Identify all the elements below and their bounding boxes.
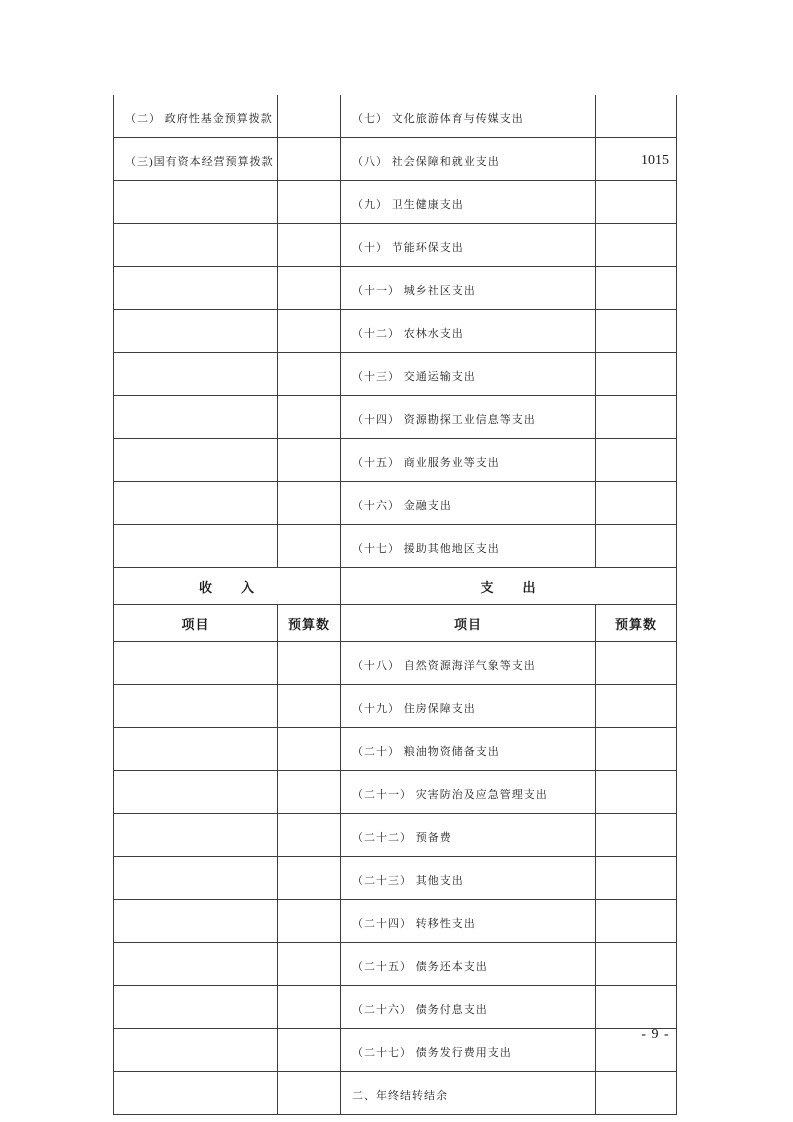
income-item-cell — [114, 439, 278, 482]
income-budget-cell — [278, 857, 341, 900]
income-item-cell — [114, 224, 278, 267]
table-row — [114, 728, 677, 771]
expense-budget-cell — [596, 1072, 677, 1115]
income-item-cell — [114, 181, 278, 224]
expense-budget-cell — [596, 181, 677, 224]
expense-budget-cell — [596, 642, 677, 685]
income-item-cell — [114, 642, 278, 685]
income-item-cell — [114, 310, 278, 353]
income-budget-cell — [278, 943, 341, 986]
income-item-cell — [114, 353, 278, 396]
expense-item-cell: （二十三） 其他支出 — [341, 857, 596, 900]
table-row — [114, 1029, 677, 1072]
expense-budget-cell: 1015 — [596, 138, 677, 181]
income-budget-cell — [278, 353, 341, 396]
income-item-header: 项目 — [114, 605, 278, 642]
table-row — [114, 267, 677, 310]
expense-item-cell: 二、年终结转结余 — [341, 1072, 596, 1115]
table-row — [114, 138, 677, 181]
expense-item-cell: （二十四） 转移性支出 — [341, 900, 596, 943]
income-item-cell — [114, 857, 278, 900]
income-item-cell — [114, 986, 278, 1029]
income-budget-cell — [278, 1072, 341, 1115]
table-row — [114, 900, 677, 943]
expense-budget-cell — [596, 310, 677, 353]
income-item-cell — [114, 267, 278, 310]
expense-item-cell: （十六） 金融支出 — [341, 482, 596, 525]
expense-budget-header: 预算数 — [596, 605, 677, 642]
income-budget-cell — [278, 396, 341, 439]
income-budget-cell — [278, 95, 341, 138]
income-item-cell — [114, 1029, 278, 1072]
income-item-cell — [114, 396, 278, 439]
income-item-cell — [114, 943, 278, 986]
income-expense-table — [113, 95, 677, 1115]
expense-item-cell: （十二） 农林水支出 — [341, 310, 596, 353]
expense-budget-cell — [596, 814, 677, 857]
table-row — [114, 814, 677, 857]
expense-budget-cell — [596, 439, 677, 482]
expense-item-cell: （十） 节能环保支出 — [341, 224, 596, 267]
table-row — [114, 181, 677, 224]
expense-budget-cell — [596, 95, 677, 138]
expense-item-cell: （二十七） 债务发行费用支出 — [341, 1029, 596, 1072]
column-header-row — [114, 605, 677, 642]
expense-budget-cell — [596, 396, 677, 439]
table-row — [114, 353, 677, 396]
expense-item-cell: （八） 社会保障和就业支出 — [341, 138, 596, 181]
income-budget-cell — [278, 439, 341, 482]
expense-item-cell: （二十一） 灾害防治及应急管理支出 — [341, 771, 596, 814]
expense-item-cell: （九） 卫生健康支出 — [341, 181, 596, 224]
expense-item-cell: （二十） 粮油物资储备支出 — [341, 728, 596, 771]
expense-budget-cell — [596, 986, 677, 1029]
expense-budget-cell — [596, 900, 677, 943]
expense-budget-cell — [596, 224, 677, 267]
income-budget-cell — [278, 267, 341, 310]
expense-item-cell: （十四） 资源勘探工业信息等支出 — [341, 396, 596, 439]
income-budget-cell — [278, 525, 341, 568]
expense-item-cell: （二十六） 债务付息支出 — [341, 986, 596, 1029]
income-budget-cell — [278, 138, 341, 181]
income-item-cell — [114, 685, 278, 728]
group-header-row — [114, 568, 677, 605]
expense-item-cell: （十八） 自然资源海洋气象等支出 — [341, 642, 596, 685]
table-row — [114, 482, 677, 525]
table-section-headers — [114, 568, 677, 642]
income-budget-cell — [278, 482, 341, 525]
expense-item-cell: （十五） 商业服务业等支出 — [341, 439, 596, 482]
expense-budget-cell — [596, 525, 677, 568]
expense-budget-cell — [596, 482, 677, 525]
expense-budget-cell — [596, 857, 677, 900]
income-budget-cell — [278, 814, 341, 857]
table-row — [114, 1072, 677, 1115]
income-budget-header: 预算数 — [278, 605, 341, 642]
table-row — [114, 771, 677, 814]
table-row — [114, 642, 677, 685]
income-item-cell — [114, 1072, 278, 1115]
expense-item-cell: （十三） 交通运输支出 — [341, 353, 596, 396]
income-budget-cell — [278, 685, 341, 728]
expense-budget-cell — [596, 771, 677, 814]
expense-budget-cell — [596, 267, 677, 310]
expense-item-header: 项目 — [341, 605, 596, 642]
income-budget-cell — [278, 900, 341, 943]
income-item-cell — [114, 900, 278, 943]
income-item-cell — [114, 728, 278, 771]
expense-item-cell: （二十二） 预备费 — [341, 814, 596, 857]
table-row — [114, 685, 677, 728]
expense-item-cell: （二十五） 债务还本支出 — [341, 943, 596, 986]
table-row — [114, 439, 677, 482]
page-number: - 9 - — [641, 1027, 670, 1042]
income-item-cell: （三)国有资本经营预算拨款 — [114, 138, 278, 181]
table-row — [114, 986, 677, 1029]
income-budget-cell — [278, 310, 341, 353]
expense-item-cell: （十九） 住房保障支出 — [341, 685, 596, 728]
income-budget-cell — [278, 728, 341, 771]
income-budget-cell — [278, 181, 341, 224]
expense-budget-cell — [596, 728, 677, 771]
income-item-cell — [114, 771, 278, 814]
table-row — [114, 857, 677, 900]
income-item-cell — [114, 525, 278, 568]
table-row — [114, 396, 677, 439]
budget-table — [113, 95, 676, 1115]
expense-budget-cell — [596, 943, 677, 986]
table-row — [114, 224, 677, 267]
income-budget-cell — [278, 771, 341, 814]
expense-item-cell: （十七） 援助其他地区支出 — [341, 525, 596, 568]
income-item-cell — [114, 814, 278, 857]
expense-section-title: 支 出 — [341, 568, 677, 605]
income-budget-cell — [278, 986, 341, 1029]
table-row — [114, 943, 677, 986]
income-item-cell — [114, 482, 278, 525]
income-budget-cell — [278, 224, 341, 267]
expense-budget-cell — [596, 685, 677, 728]
income-item-cell: （二） 政府性基金预算拨款 — [114, 95, 278, 138]
income-section-title: 收 入 — [114, 568, 341, 605]
table-section-bottom — [114, 642, 677, 1115]
table-row — [114, 525, 677, 568]
expense-item-cell: （七） 文化旅游体育与传媒支出 — [341, 95, 596, 138]
income-budget-cell — [278, 1029, 341, 1072]
table-row — [114, 310, 677, 353]
table-row — [114, 95, 677, 138]
expense-budget-cell — [596, 353, 677, 396]
income-budget-cell — [278, 642, 341, 685]
table-section-top — [114, 95, 677, 568]
expense-item-cell: （十一） 城乡社区支出 — [341, 267, 596, 310]
